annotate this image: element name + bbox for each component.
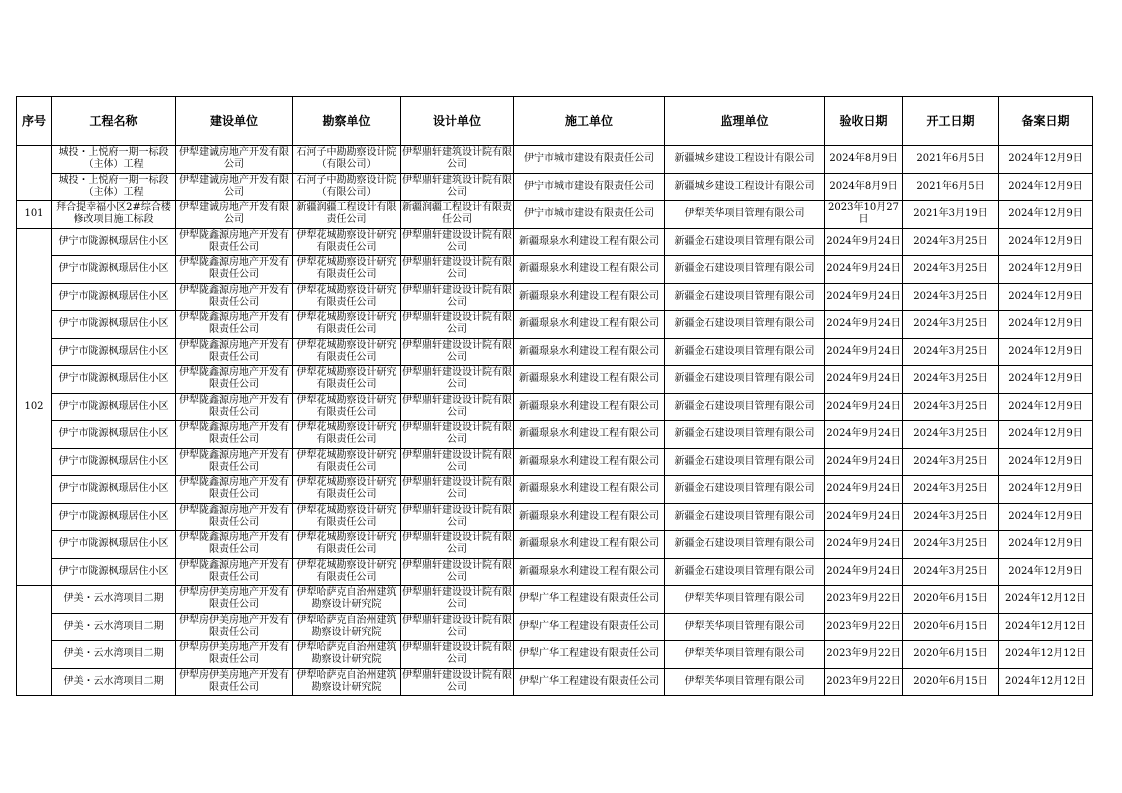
survey-unit-cell: 伊犁哈萨克自治州建筑勘察设计研究院 [293, 613, 401, 641]
developer-cell: 伊犁陇鑫源房地产开发有限责任公司 [176, 476, 293, 504]
developer-cell: 伊犁陇鑫源房地产开发有限责任公司 [176, 256, 293, 284]
supervision-unit-cell: 新疆金石建设项目管理有限公司 [665, 421, 825, 449]
project-name-cell: 伊宁市陇源枫璟居住小区 [52, 476, 176, 504]
header-project-name: 工程名称 [52, 97, 176, 146]
design-unit-cell: 伊犁鼎轩建设设计院有限公司 [401, 338, 514, 366]
developer-cell: 伊犁房伊美房地产开发有限责任公司 [176, 641, 293, 669]
supervision-unit-cell: 新疆金石建设项目管理有限公司 [665, 503, 825, 531]
developer-cell: 伊犁陇鑫源房地产开发有限责任公司 [176, 558, 293, 586]
construction-unit-cell: 伊宁市城市建设有限责任公司 [514, 146, 665, 174]
start-date-cell: 2020年6月15日 [903, 641, 999, 669]
survey-unit-cell: 伊犁花城勘察设计研究有限责任公司 [293, 421, 401, 449]
survey-unit-cell: 伊犁哈萨克自治州建筑勘察设计研究院 [293, 668, 401, 696]
table-row [17, 613, 1093, 641]
table-row [17, 668, 1093, 696]
table-row [17, 421, 1093, 449]
acceptance-date-cell: 2024年9月24日 [825, 558, 903, 586]
project-name-cell: 伊宁市陇源枫璟居住小区 [52, 283, 176, 311]
project-name-cell: 伊宁市陇源枫璟居住小区 [52, 393, 176, 421]
acceptance-date-cell: 2024年9月24日 [825, 256, 903, 284]
project-name-cell: 伊宁市陇源枫璟居住小区 [52, 311, 176, 339]
project-name-cell: 城投・上悦府一期一标段（主体）工程 [52, 173, 176, 201]
construction-unit-cell: 新疆璟泉水利建设工程有限公司 [514, 476, 665, 504]
project-name-cell: 城投・上悦府一期一标段（主体）工程 [52, 146, 176, 174]
survey-unit-cell: 伊犁花城勘察设计研究有限责任公司 [293, 228, 401, 256]
survey-unit-cell: 伊犁花城勘察设计研究有限责任公司 [293, 256, 401, 284]
supervision-unit-cell: 新疆金石建设项目管理有限公司 [665, 531, 825, 559]
design-unit-cell: 伊犁鼎轩建设设计院有限公司 [401, 476, 514, 504]
start-date-cell: 2021年3月19日 [903, 201, 999, 229]
project-name-cell: 伊宁市陇源枫璟居住小区 [52, 503, 176, 531]
filing-date-cell: 2024年12月9日 [999, 421, 1093, 449]
table-row [17, 531, 1093, 559]
header-start-date: 开工日期 [903, 97, 999, 146]
seq-cell: 101 [17, 201, 52, 229]
design-unit-cell: 伊犁鼎轩建筑设计院有限公司 [401, 146, 514, 174]
start-date-cell: 2024年3月25日 [903, 503, 999, 531]
acceptance-date-cell: 2024年9月24日 [825, 503, 903, 531]
header-seq: 序号 [17, 97, 52, 146]
developer-cell: 伊犁房伊美房地产开发有限责任公司 [176, 668, 293, 696]
developer-cell: 伊犁陇鑫源房地产开发有限责任公司 [176, 311, 293, 339]
survey-unit-cell: 伊犁花城勘察设计研究有限责任公司 [293, 476, 401, 504]
project-name-cell: 伊美・云水湾项目二期 [52, 668, 176, 696]
table-row [17, 366, 1093, 394]
filing-date-cell: 2024年12月12日 [999, 668, 1093, 696]
table-row [17, 393, 1093, 421]
project-name-cell: 伊宁市陇源枫璟居住小区 [52, 366, 176, 394]
supervision-unit-cell: 新疆金石建设项目管理有限公司 [665, 366, 825, 394]
design-unit-cell: 伊犁鼎轩建设设计院有限公司 [401, 228, 514, 256]
design-unit-cell: 伊犁鼎轩建设设计院有限公司 [401, 558, 514, 586]
construction-unit-cell: 新疆璟泉水利建设工程有限公司 [514, 531, 665, 559]
project-name-cell: 伊美・云水湾项目二期 [52, 641, 176, 669]
start-date-cell: 2024年3月25日 [903, 338, 999, 366]
start-date-cell: 2024年3月25日 [903, 393, 999, 421]
table-row [17, 283, 1093, 311]
filing-date-cell: 2024年12月9日 [999, 448, 1093, 476]
design-unit-cell: 伊犁鼎轩建设设计院有限公司 [401, 421, 514, 449]
project-name-cell: 伊宁市陇源枫璟居住小区 [52, 448, 176, 476]
project-table [16, 96, 1093, 696]
survey-unit-cell: 伊犁花城勘察设计研究有限责任公司 [293, 338, 401, 366]
start-date-cell: 2024年3月25日 [903, 558, 999, 586]
acceptance-date-cell: 2024年9月24日 [825, 228, 903, 256]
table-row [17, 641, 1093, 669]
supervision-unit-cell: 新疆金石建设项目管理有限公司 [665, 256, 825, 284]
table-row [17, 503, 1093, 531]
start-date-cell: 2021年6月5日 [903, 146, 999, 174]
survey-unit-cell: 伊犁花城勘察设计研究有限责任公司 [293, 311, 401, 339]
filing-date-cell: 2024年12月9日 [999, 558, 1093, 586]
project-name-cell: 伊宁市陇源枫璟居住小区 [52, 228, 176, 256]
supervision-unit-cell: 新疆金石建设项目管理有限公司 [665, 558, 825, 586]
filing-date-cell: 2024年12月9日 [999, 311, 1093, 339]
developer-cell: 伊犁陇鑫源房地产开发有限责任公司 [176, 228, 293, 256]
developer-cell: 伊犁建诚房地产开发有限公司 [176, 201, 293, 229]
table-row [17, 173, 1093, 201]
design-unit-cell: 伊犁鼎轩建设设计院有限公司 [401, 283, 514, 311]
filing-date-cell: 2024年12月9日 [999, 338, 1093, 366]
developer-cell: 伊犁陇鑫源房地产开发有限责任公司 [176, 503, 293, 531]
design-unit-cell: 新疆润疆工程设计有限责任公司 [401, 201, 514, 229]
filing-date-cell: 2024年12月9日 [999, 146, 1093, 174]
supervision-unit-cell: 新疆金石建设项目管理有限公司 [665, 283, 825, 311]
filing-date-cell: 2024年12月9日 [999, 393, 1093, 421]
supervision-unit-cell: 伊犁芙华项目管理有限公司 [665, 668, 825, 696]
project-name-cell: 伊美・云水湾项目二期 [52, 613, 176, 641]
acceptance-date-cell: 2024年9月24日 [825, 366, 903, 394]
survey-unit-cell: 伊犁花城勘察设计研究有限责任公司 [293, 283, 401, 311]
design-unit-cell: 伊犁鼎轩建筑设计院有限公司 [401, 173, 514, 201]
supervision-unit-cell: 伊犁芙华项目管理有限公司 [665, 613, 825, 641]
survey-unit-cell: 伊犁花城勘察设计研究有限责任公司 [293, 448, 401, 476]
acceptance-date-cell: 2023年9月22日 [825, 613, 903, 641]
developer-cell: 伊犁建诚房地产开发有限公司 [176, 146, 293, 174]
developer-cell: 伊犁建诚房地产开发有限公司 [176, 173, 293, 201]
construction-unit-cell: 新疆璟泉水利建设工程有限公司 [514, 338, 665, 366]
header-supervision-unit: 监理单位 [665, 97, 825, 146]
design-unit-cell: 伊犁鼎轩建设设计院有限公司 [401, 641, 514, 669]
project-name-cell: 拜合提幸福小区2#综合楼修改项目施工标段 [52, 201, 176, 229]
supervision-unit-cell: 伊犁芙华项目管理有限公司 [665, 641, 825, 669]
start-date-cell: 2024年3月25日 [903, 448, 999, 476]
filing-date-cell: 2024年12月12日 [999, 641, 1093, 669]
table-row [17, 448, 1093, 476]
supervision-unit-cell: 新疆城乡建设工程设计有限公司 [665, 173, 825, 201]
project-name-cell: 伊宁市陇源枫璟居住小区 [52, 256, 176, 284]
header-filing-date: 备案日期 [999, 97, 1093, 146]
supervision-unit-cell: 伊犁芙华项目管理有限公司 [665, 201, 825, 229]
design-unit-cell: 伊犁鼎轩建设设计院有限公司 [401, 448, 514, 476]
developer-cell: 伊犁房伊美房地产开发有限责任公司 [176, 586, 293, 614]
start-date-cell: 2024年3月25日 [903, 421, 999, 449]
supervision-unit-cell: 新疆金石建设项目管理有限公司 [665, 448, 825, 476]
start-date-cell: 2020年6月15日 [903, 586, 999, 614]
acceptance-date-cell: 2024年9月24日 [825, 283, 903, 311]
filing-date-cell: 2024年12月12日 [999, 613, 1093, 641]
table-row [17, 256, 1093, 284]
filing-date-cell: 2024年12月9日 [999, 366, 1093, 394]
start-date-cell: 2024年3月25日 [903, 476, 999, 504]
project-name-cell: 伊宁市陇源枫璟居住小区 [52, 338, 176, 366]
survey-unit-cell: 伊犁花城勘察设计研究有限责任公司 [293, 503, 401, 531]
acceptance-date-cell: 2024年9月24日 [825, 421, 903, 449]
construction-unit-cell: 新疆璟泉水利建设工程有限公司 [514, 311, 665, 339]
construction-unit-cell: 新疆璟泉水利建设工程有限公司 [514, 558, 665, 586]
seq-cell [17, 146, 52, 201]
supervision-unit-cell: 新疆金石建设项目管理有限公司 [665, 228, 825, 256]
table-row [17, 311, 1093, 339]
construction-unit-cell: 新疆璟泉水利建设工程有限公司 [514, 503, 665, 531]
header-developer: 建设单位 [176, 97, 293, 146]
survey-unit-cell: 石河子中勘勘察设计院（有限公司） [293, 173, 401, 201]
acceptance-date-cell: 2023年10月27日 [825, 201, 903, 229]
table-body [17, 146, 1093, 696]
survey-unit-cell: 伊犁哈萨克自治州建筑勘察设计研究院 [293, 586, 401, 614]
design-unit-cell: 伊犁鼎轩建设设计院有限公司 [401, 668, 514, 696]
acceptance-date-cell: 2024年9月24日 [825, 393, 903, 421]
construction-unit-cell: 伊犁广华工程建设有限责任公司 [514, 641, 665, 669]
table-row [17, 586, 1093, 614]
acceptance-date-cell: 2024年9月24日 [825, 476, 903, 504]
design-unit-cell: 伊犁鼎轩建设设计院有限公司 [401, 503, 514, 531]
start-date-cell: 2024年3月25日 [903, 228, 999, 256]
start-date-cell: 2024年3月25日 [903, 283, 999, 311]
table-row [17, 201, 1093, 229]
supervision-unit-cell: 新疆金石建设项目管理有限公司 [665, 393, 825, 421]
seq-cell [17, 586, 52, 696]
construction-unit-cell: 伊宁市城市建设有限责任公司 [514, 201, 665, 229]
construction-unit-cell: 伊宁市城市建设有限责任公司 [514, 173, 665, 201]
design-unit-cell: 伊犁鼎轩建设设计院有限公司 [401, 531, 514, 559]
table-row [17, 476, 1093, 504]
developer-cell: 伊犁陇鑫源房地产开发有限责任公司 [176, 366, 293, 394]
acceptance-date-cell: 2024年9月24日 [825, 448, 903, 476]
records-sheet [16, 96, 1092, 696]
survey-unit-cell: 伊犁花城勘察设计研究有限责任公司 [293, 531, 401, 559]
developer-cell: 伊犁房伊美房地产开发有限责任公司 [176, 613, 293, 641]
filing-date-cell: 2024年12月9日 [999, 173, 1093, 201]
construction-unit-cell: 伊犁广华工程建设有限责任公司 [514, 586, 665, 614]
acceptance-date-cell: 2023年9月22日 [825, 668, 903, 696]
filing-date-cell: 2024年12月9日 [999, 228, 1093, 256]
start-date-cell: 2024年3月25日 [903, 366, 999, 394]
developer-cell: 伊犁陇鑫源房地产开发有限责任公司 [176, 283, 293, 311]
construction-unit-cell: 伊犁广华工程建设有限责任公司 [514, 668, 665, 696]
table-row [17, 146, 1093, 174]
survey-unit-cell: 伊犁花城勘察设计研究有限责任公司 [293, 558, 401, 586]
construction-unit-cell: 新疆璟泉水利建设工程有限公司 [514, 283, 665, 311]
construction-unit-cell: 新疆璟泉水利建设工程有限公司 [514, 228, 665, 256]
survey-unit-cell: 伊犁花城勘察设计研究有限责任公司 [293, 366, 401, 394]
survey-unit-cell: 伊犁花城勘察设计研究有限责任公司 [293, 393, 401, 421]
developer-cell: 伊犁陇鑫源房地产开发有限责任公司 [176, 393, 293, 421]
project-name-cell: 伊宁市陇源枫璟居住小区 [52, 531, 176, 559]
filing-date-cell: 2024年12月9日 [999, 476, 1093, 504]
design-unit-cell: 伊犁鼎轩建设设计院有限公司 [401, 366, 514, 394]
start-date-cell: 2020年6月15日 [903, 613, 999, 641]
acceptance-date-cell: 2024年9月24日 [825, 338, 903, 366]
construction-unit-cell: 新疆璟泉水利建设工程有限公司 [514, 256, 665, 284]
survey-unit-cell: 新疆润疆工程设计有限责任公司 [293, 201, 401, 229]
design-unit-cell: 伊犁鼎轩建设设计院有限公司 [401, 613, 514, 641]
design-unit-cell: 伊犁鼎轩建设设计院有限公司 [401, 256, 514, 284]
design-unit-cell: 伊犁鼎轩建设设计院有限公司 [401, 393, 514, 421]
filing-date-cell: 2024年12月9日 [999, 256, 1093, 284]
supervision-unit-cell: 新疆金石建设项目管理有限公司 [665, 476, 825, 504]
start-date-cell: 2020年6月15日 [903, 668, 999, 696]
table-row [17, 228, 1093, 256]
start-date-cell: 2024年3月25日 [903, 256, 999, 284]
developer-cell: 伊犁陇鑫源房地产开发有限责任公司 [176, 531, 293, 559]
filing-date-cell: 2024年12月9日 [999, 283, 1093, 311]
acceptance-date-cell: 2024年8月9日 [825, 146, 903, 174]
survey-unit-cell: 石河子中勘勘察设计院（有限公司） [293, 146, 401, 174]
header-design-unit: 设计单位 [401, 97, 514, 146]
table-row [17, 338, 1093, 366]
start-date-cell: 2021年6月5日 [903, 173, 999, 201]
developer-cell: 伊犁陇鑫源房地产开发有限责任公司 [176, 338, 293, 366]
acceptance-date-cell: 2024年8月9日 [825, 173, 903, 201]
header-survey-unit: 勘察单位 [293, 97, 401, 146]
acceptance-date-cell: 2024年9月24日 [825, 531, 903, 559]
construction-unit-cell: 新疆璟泉水利建设工程有限公司 [514, 421, 665, 449]
design-unit-cell: 伊犁鼎轩建设设计院有限公司 [401, 586, 514, 614]
supervision-unit-cell: 新疆城乡建设工程设计有限公司 [665, 146, 825, 174]
filing-date-cell: 2024年12月9日 [999, 503, 1093, 531]
filing-date-cell: 2024年12月9日 [999, 531, 1093, 559]
construction-unit-cell: 新疆璟泉水利建设工程有限公司 [514, 448, 665, 476]
seq-cell: 102 [17, 228, 52, 586]
filing-date-cell: 2024年12月9日 [999, 201, 1093, 229]
project-name-cell: 伊美・云水湾项目二期 [52, 586, 176, 614]
supervision-unit-cell: 新疆金石建设项目管理有限公司 [665, 338, 825, 366]
design-unit-cell: 伊犁鼎轩建设设计院有限公司 [401, 311, 514, 339]
header-acceptance-date: 验收日期 [825, 97, 903, 146]
project-name-cell: 伊宁市陇源枫璟居住小区 [52, 421, 176, 449]
acceptance-date-cell: 2023年9月22日 [825, 586, 903, 614]
filing-date-cell: 2024年12月12日 [999, 586, 1093, 614]
header-row [17, 97, 1093, 146]
start-date-cell: 2024年3月25日 [903, 531, 999, 559]
construction-unit-cell: 伊犁广华工程建设有限责任公司 [514, 613, 665, 641]
table-row [17, 558, 1093, 586]
construction-unit-cell: 新疆璟泉水利建设工程有限公司 [514, 393, 665, 421]
start-date-cell: 2024年3月25日 [903, 311, 999, 339]
developer-cell: 伊犁陇鑫源房地产开发有限责任公司 [176, 448, 293, 476]
acceptance-date-cell: 2024年9月24日 [825, 311, 903, 339]
project-name-cell: 伊宁市陇源枫璟居住小区 [52, 558, 176, 586]
supervision-unit-cell: 新疆金石建设项目管理有限公司 [665, 311, 825, 339]
developer-cell: 伊犁陇鑫源房地产开发有限责任公司 [176, 421, 293, 449]
header-construction-unit: 施工单位 [514, 97, 665, 146]
supervision-unit-cell: 伊犁芙华项目管理有限公司 [665, 586, 825, 614]
acceptance-date-cell: 2023年9月22日 [825, 641, 903, 669]
survey-unit-cell: 伊犁哈萨克自治州建筑勘察设计研究院 [293, 641, 401, 669]
construction-unit-cell: 新疆璟泉水利建设工程有限公司 [514, 366, 665, 394]
